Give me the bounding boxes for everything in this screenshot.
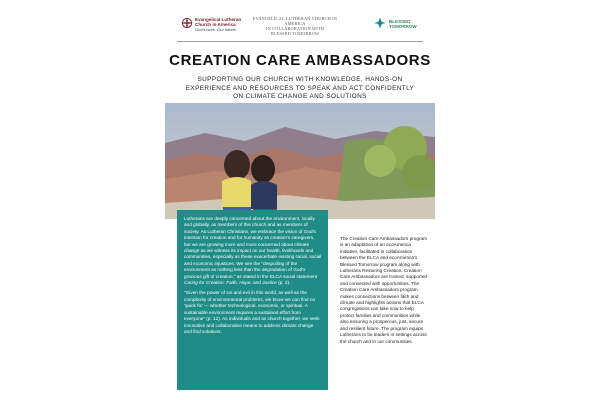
- page-title: CREATION CARE AMBASSADORS: [169, 52, 431, 69]
- collab-line-2: IN COLLABORATION WITH: [265, 26, 325, 31]
- collaboration-note: [245, 16, 345, 36]
- collab-line-1: EVANGELICAL LUTHERAN CHURCH IN AMERICA: [252, 16, 338, 26]
- elca-name: Evangelical Lutheran Church in America: [195, 17, 242, 27]
- flyer-page: [165, 0, 435, 400]
- blessed-tomorrow-logo: [373, 16, 428, 34]
- header: [165, 14, 435, 36]
- panel-paragraph-2: "Given the power of sin and evil in this world, as well as the complexity of environmental problems, we know we can find no 'quick fix' — whether technological, economic, or spiritual. A sustainable environment requires a sustained effort from everyone" (p. 12). As individuals and as church together, we seek innovative and collaborative means to address climate change and find solutions.: [184, 290, 320, 334]
- blessed-tomorrow-leaf-icon: [373, 16, 387, 30]
- elca-cross-icon: [182, 18, 192, 28]
- elca-logo: [182, 17, 242, 33]
- page-subtitle: SUPPORTING OUR CHURCH WITH KNOWLEDGE, HANDS-ON EXPERIENCE AND RESOURCES TO SPEAK AND ACT CONFIDENTLY ON CLIMATE CHANGE AND SOLUTIONS: [185, 76, 415, 100]
- panel-paragraph-1-text: Lutherans are deeply concerned about the environment, locally and globally, as members of this church and as members of society. As Lutheran Christians, we embrace the vision of God's intention for creation and for humanity as creation's caregivers, but we are growing more and more concerned about climate change as we witness its impact on our health, livelihoods and communities, especially as these exacerbate existing racial, social and economic injustices. We see the "despoiling of the environment as nothing less than the degradation of God's gracious gift of creation," as stated in the ELCA social statement: [184, 216, 322, 279]
- panel-paragraph-1: [184, 216, 322, 286]
- elca-tagline: God's work. Our hands.: [195, 27, 237, 32]
- canyon-photo: [165, 103, 435, 219]
- social-statement-title: Caring for Creation: Faith, Hope, and Justice: [184, 280, 277, 286]
- bt-line-1: BLESSED: [389, 19, 411, 24]
- bt-line-2: TOMORROW: [389, 24, 417, 29]
- header-divider: [177, 41, 423, 42]
- program-description: The Creation Care Ambassadors program is an adaptation of an ecoAmerica initiative, facilitated in collaboration between the ELCA and ecoAmerica's Blessed Tomorrow program along with Lutherans Restoring Creation. Creation Care Ambassadors are trained, supported and connected with opportunities. The Creation Care Ambassadors program makes connections between faith and climate and highlights actions that ELCA congregations can take now to help protect families and communities while also ensuring a prosperous, just, secure and resilient future. The program equips Lutherans to be leaders in settings across the church and in our communities.: [340, 236, 428, 344]
- collab-line-3: BLESSED TOMORROW: [270, 31, 320, 36]
- panel-paragraph-1-end: (p. 2).: [278, 280, 291, 286]
- intro-panel: [177, 210, 328, 390]
